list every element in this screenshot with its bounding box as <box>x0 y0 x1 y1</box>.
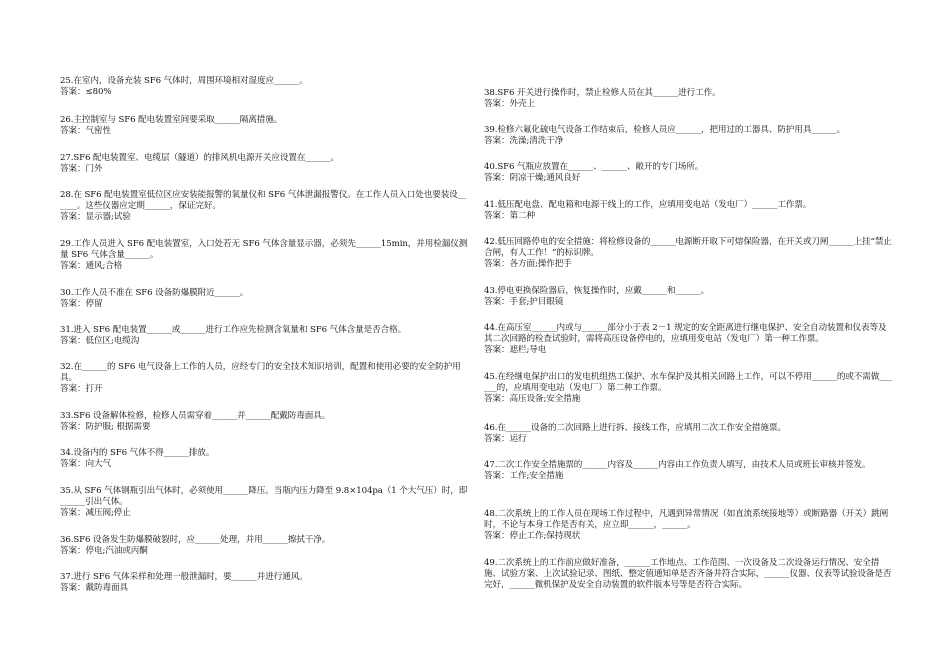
question-text: 34.设备内的 SF6 气体不得______排放。 <box>60 448 215 458</box>
answer-text: 答案：防护服; 根据需要 <box>60 422 151 432</box>
answer-text: 答案：第二种 <box>484 211 535 221</box>
question-item <box>484 323 894 356</box>
question-text: 47.二次工作安全措施票的______内容及______内容由工作负责人填写，由技术人员或班长审核并签发。 <box>484 460 871 470</box>
answer-text: 答案：各方面;操作把手 <box>484 259 572 269</box>
question-text: 42.低压回路停电的安全措施：将检修设备的______电源断开取下可熔保险器，在开关或刀闸______上挂“禁止合闸，有人工作！”的标识牌。 <box>484 237 892 258</box>
answer-text: 答案：通风;合格 <box>60 261 123 271</box>
question-text: 25.在室内，设备充装 SF6 气体时，周围环境相对湿度应______。 <box>60 76 308 86</box>
question-text: 38.SF6 开关进行操作时，禁止检修人员在其______进行工作。 <box>484 88 721 98</box>
question-item <box>60 448 470 470</box>
question-text: 26.主控制室与 SF6 配电装置室间要采取______隔离措施。 <box>60 115 283 125</box>
question-item <box>60 572 470 594</box>
question-text: 45.在经继电保护出口的发电机组热工保护、水车保护及其相关回路上工作，可以不停用______的或不需做______的，应填用变电站（发电厂）第二种工作票。 <box>484 372 892 393</box>
answer-text: 答案：外壳上 <box>484 99 535 109</box>
question-item <box>484 88 894 110</box>
question-text: 35.从 SF6 气体钢瓶引出气体时，必须使用______降压。当瓶内压力降至 9.8×104pa（1 个大气压）时，即______引出气体。 <box>60 486 468 507</box>
question-item <box>484 237 894 270</box>
question-text: 27.SF6 配电装置室、电缆层（隧道）的排风机电源开关应设置在______。 <box>60 153 340 163</box>
question-text: 43.停电更换保险器后，恢复操作时，应戴______和______。 <box>484 286 710 296</box>
question-text: 28.在 SF6 配电装置室低位区应安装能报警的氧量仪和 SF6 气体泄漏报警仪。在工作人员入口处也要装设______。这些仪器应定期______，保证完好。 <box>60 190 467 211</box>
question-text: 29.工作人员进入 SF6 配电装置室，入口处若无 SF6 气体含量显示器，必须先______15min，并用检漏仪测量 SF6 气体含量______。 <box>60 239 468 260</box>
answer-text: 答案：停电;汽油或丙酮 <box>60 546 148 556</box>
answer-text: 答案：门外 <box>60 164 103 174</box>
question-text: 46.在______设备的二次回路上进行拆、接线工作，应填用二次工作安全措施票。 <box>484 423 786 433</box>
question-item <box>60 535 470 557</box>
question-item <box>60 486 470 519</box>
question-text: 32.在______的 SF6 电气设备上工作的人员，应经专门的安全技术知识培训，配置和使用必要的安全防护用具。 <box>60 362 461 383</box>
question-text: 49.二次系统上的工作前应做好准备，______工作地点、工作范围、一次设备及二次设备运行情况、安全措施、试验方案、上次试验记录、图纸、整定值通知单是否齐备并符合实际，______仪器、仪表等试验设备是否完好，______微机保护及安全自动装置的软件版本号等是否符合实际。 <box>484 558 892 590</box>
answer-text: 答案：≤80% <box>60 87 112 97</box>
answer-text: 答案：减压阀;停止 <box>60 508 131 518</box>
question-item <box>484 200 894 222</box>
question-text: 30.工作人员不准在 SF6 设备防爆膜附近______。 <box>60 288 249 298</box>
question-item <box>60 153 470 175</box>
question-item <box>484 460 894 482</box>
question-item <box>60 325 470 347</box>
question-item <box>60 362 470 395</box>
question-text: 48.二次系统上的工作人员在现场工作过程中，凡遇到异常情况（如直流系统接地等）或断路器（开关）跳闸时，不论与本身工作是否有关，应立即______，______。 <box>484 509 889 530</box>
answer-text: 答案：工作;安全措施 <box>484 471 564 481</box>
answer-text: 答案：气密性 <box>60 126 111 136</box>
answer-text: 答案：低位区;电缆沟 <box>60 336 140 346</box>
answer-text: 答案：遮栏;导电 <box>484 345 547 355</box>
answer-text: 答案：向大气 <box>60 459 111 469</box>
answer-text: 答案：洗澡;清洗干净 <box>484 136 564 146</box>
question-text: 31.进入 SF6 配电装置______或______进行工作应先检测含氧量和 SF6 气体含量是否合格。 <box>60 325 407 335</box>
question-text: 37.进行 SF6 气体采样和处理一般泄漏时，要______并进行通风。 <box>60 572 308 582</box>
question-item <box>484 125 894 147</box>
question-item <box>484 423 894 445</box>
question-text: 44.在高压室______内或与______部分小于表 2－1 规定的安全距离进行继电保护、安全自动装置和仪表等及其二次回路的检查试验时，需将高压设备停电的，应填用变电站（发电厂）第一种工作票。 <box>484 323 887 344</box>
answer-text: 答案：打开 <box>60 384 103 394</box>
question-item <box>484 509 894 542</box>
question-item <box>484 286 894 308</box>
question-text: 40.SF6 气瓶应放置在______、______、敞开的专门场所。 <box>484 162 704 172</box>
question-item <box>60 239 470 272</box>
question-item <box>60 76 470 98</box>
answer-text: 答案：停止工作;保持现状 <box>484 531 581 541</box>
answer-text: 答案：阴凉干燥;通风良好 <box>484 173 581 183</box>
question-item <box>60 411 470 433</box>
question-text: 33.SF6 设备解体检修，检修人员需穿着______并______配戴防毒面具。 <box>60 411 331 421</box>
question-text: 39.检修六氟化硫电气设备工作结束后，检修人员应______，把用过的工器具、防护用具______。 <box>484 125 846 135</box>
question-item <box>484 162 894 184</box>
answer-text: 答案：显示器;试验 <box>60 212 131 222</box>
question-text: 36.SF6 设备发生防爆膜破裂时，应______处理，并用______擦拭干净。 <box>60 535 331 545</box>
question-item <box>484 372 894 405</box>
question-item <box>60 115 470 137</box>
answer-text: 答案：手套;护目眼镜 <box>484 297 564 307</box>
question-item <box>60 288 470 310</box>
question-text: 41.低压配电盘、配电箱和电源干线上的工作，应填用变电站（发电厂）______工作票。 <box>484 200 812 210</box>
question-item <box>60 190 470 223</box>
answer-text: 答案：戴防毒面具 <box>60 583 128 593</box>
question-item <box>484 558 894 591</box>
answer-text: 答案：高压设备;安全措施 <box>484 394 581 404</box>
answer-text: 答案：停留 <box>60 299 103 309</box>
answer-text: 答案：运行 <box>484 434 527 444</box>
